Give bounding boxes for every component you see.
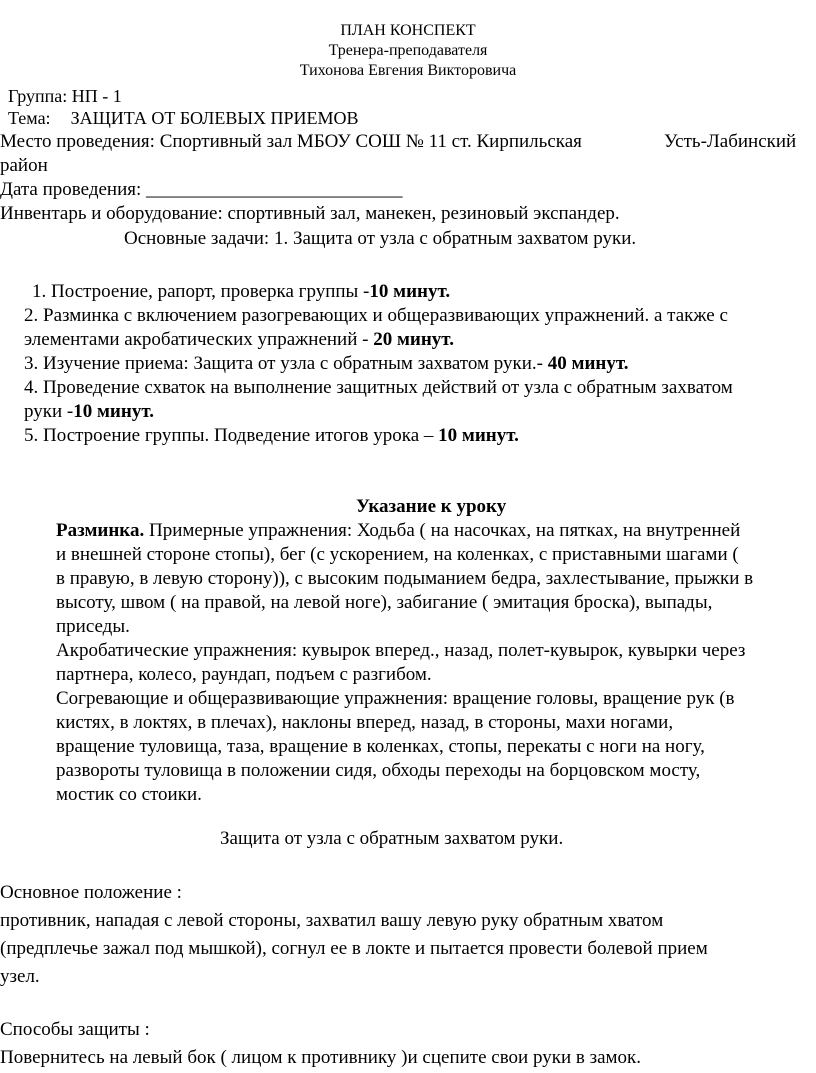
warmup-line-1 bbox=[56, 520, 740, 542]
group-line: Группа: НП - 1 bbox=[8, 86, 122, 106]
acro-line-2: партнера, колесо, раундап, подъем с разгибом. bbox=[56, 664, 432, 685]
heat-line-1: Согревающие и общеразвивающие упражнения: вращение головы, вращение рук (в bbox=[56, 688, 735, 709]
plan-item-4-time: 10 минут. bbox=[73, 401, 154, 422]
heat-line-3: вращение туловища, таза, вращение в коленках, стопы, перекаты с ноги на ногу, bbox=[56, 736, 705, 757]
heat-line-5: мостик со стоики. bbox=[56, 784, 202, 805]
plan-item-3-text: 3. Изучение приема: Защита от узла с обратным захватом руки.- bbox=[24, 353, 548, 374]
plan-item-4-line-2 bbox=[24, 401, 154, 423]
topic-value: ЗАЩИТА ОТ БОЛЕВЫХ ПРИЕМОВ bbox=[70, 108, 359, 128]
warmup-line-3: в правую, в левую сторону)), с высоким подыманием бедра, захлестывание, прыжки в bbox=[56, 568, 754, 589]
topic-line bbox=[8, 108, 359, 129]
topic-label: Тема: bbox=[8, 108, 51, 128]
lesson-heading-text: Указание к уроку bbox=[356, 496, 507, 517]
heat-line-2: кистях, в локтях, в плечах), наклоны вперед, назад, в стороны, махи ногами, bbox=[56, 712, 674, 733]
plan-item-2-time: 20 минут. bbox=[373, 329, 454, 350]
place-line-1a: Место проведения: Спортивный зал МБОУ СОШ № 11 ст. Кирпильская bbox=[0, 131, 582, 152]
lesson-heading bbox=[356, 496, 506, 518]
warmup-text: Примерные упражнения: Ходьба ( на насочках, на пятках, на внутренней bbox=[144, 520, 741, 541]
plan-item-3-time: 40 минут. bbox=[547, 353, 629, 374]
equipment-line: Инвентарь и оборудование: спортивный зал, манекен, резиновый экспандер. bbox=[0, 203, 620, 224]
heat-line-4: развороты туловища в положении сидя, обходы переходы на борцовском мосту, bbox=[56, 760, 701, 781]
acro-line-1: Акробатические упражнения: кувырок вперед., назад, полет-кувырок, кувырки через bbox=[56, 640, 746, 661]
plan-item-3 bbox=[24, 353, 629, 375]
doc-subtitle-name: Тихонова Евгения Викторовича bbox=[299, 62, 517, 79]
warmup-line-5: приседы. bbox=[56, 616, 130, 637]
plan-item-2-line-1: 2. Разминка с включением разогревающих и общеразвивающих упражнений. а также с bbox=[24, 305, 728, 326]
basic-position-line-3: узел. bbox=[0, 966, 40, 987]
plan-item-4-text: руки - bbox=[24, 401, 74, 422]
place-line-1b: Усть-Лабинский bbox=[664, 131, 797, 152]
defense-label: Способы защиты : bbox=[0, 1019, 150, 1040]
warmup-line-2: и внешней стороне стопы), бег (с ускорением, на коленках, с приставными шагами ( bbox=[56, 544, 739, 565]
technique-title: Защита от узла с обратным захватом руки. bbox=[220, 828, 564, 849]
plan-item-5 bbox=[24, 425, 519, 447]
plan-item-2-text: элементами акробатических упражнений - bbox=[24, 329, 374, 350]
plan-item-1-text: 1. Построение, рапорт, проверка группы - bbox=[32, 281, 370, 302]
doc-title: ПЛАН КОНСПЕКТ bbox=[340, 22, 476, 39]
warmup-label: Разминка. bbox=[56, 520, 145, 541]
defense-line-1: Повернитесь на левый бок ( лицом к противнику )и сцепите свои руки в замок. bbox=[0, 1047, 642, 1068]
warmup-line-4: высоту, швом ( на правой, на левой ноге), забигание ( эмитация броска), выпады, bbox=[56, 592, 713, 613]
basic-position-line-2: (предплечье зажал под мышкой), согнул ее в локте и пытается провести болевой прием bbox=[0, 938, 708, 959]
tasks-line: Основные задачи: 1. Защита от узла с обратным захватом руки. bbox=[124, 228, 637, 249]
place-line-2: район bbox=[0, 155, 48, 176]
basic-position-label: Основное положение : bbox=[0, 882, 182, 903]
doc-subtitle-role: Тренера-преподавателя bbox=[328, 42, 488, 59]
plan-item-2-line-2 bbox=[24, 329, 454, 351]
plan-item-5-time: 10 минут. bbox=[438, 425, 519, 446]
plan-item-1-time: 10 минут. bbox=[369, 281, 451, 302]
plan-item-4-line-1: 4. Проведение схваток на выполнение защитных действий от узла с обратным захватом bbox=[24, 377, 733, 398]
date-line: Дата проведения: ___________________________ bbox=[0, 179, 403, 200]
plan-item-1 bbox=[32, 281, 450, 303]
basic-position-line-1: противник, нападая с левой стороны, захватил вашу левую руку обратным хватом bbox=[0, 910, 664, 931]
plan-item-5-text: 5. Построение группы. Подведение итогов урока – bbox=[24, 425, 439, 446]
